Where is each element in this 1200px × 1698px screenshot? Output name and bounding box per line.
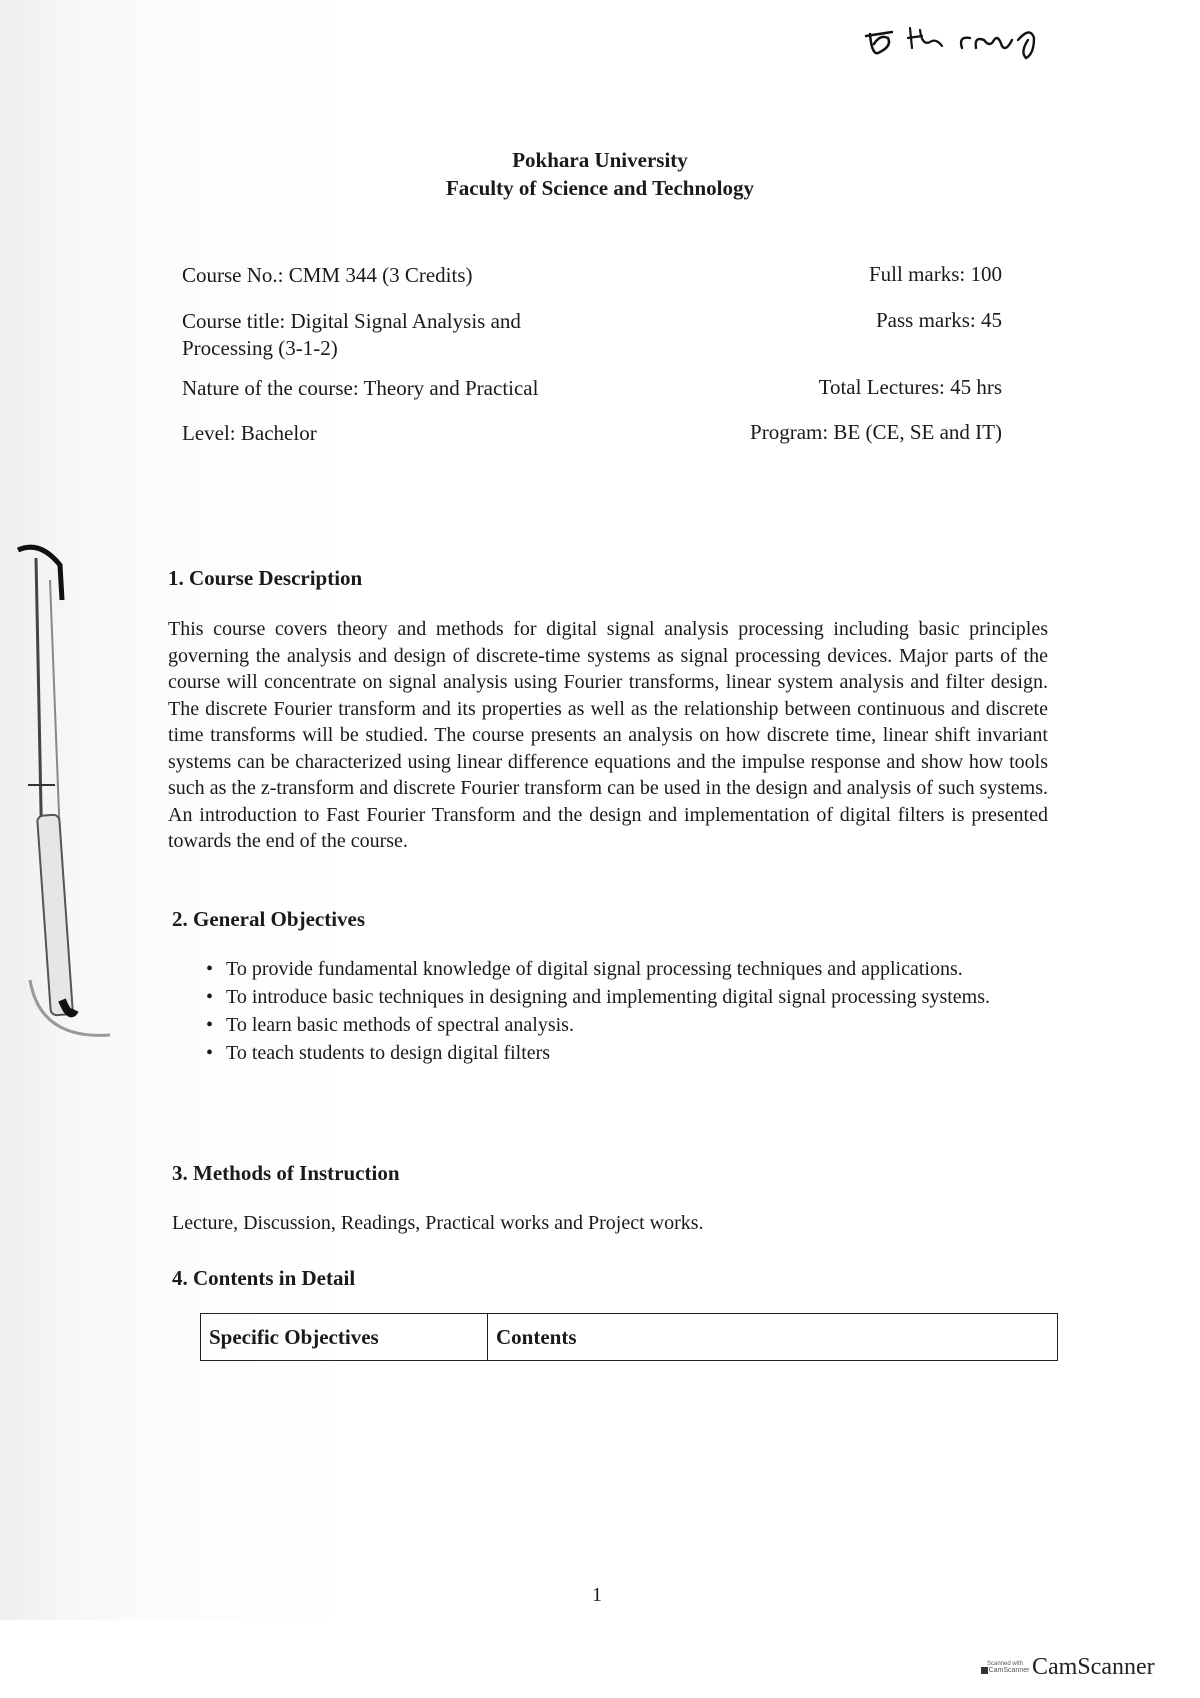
watermark-label: CamScanner [1032,1653,1155,1680]
contents-heading: 4. Contents in Detail [172,1266,356,1290]
faculty-name: Faculty of Science and Technology [445,176,755,200]
methods-text: Lecture, Discussion, Readings, Practical works and Project works. [172,1212,704,1234]
course-description-heading: 1. Course Description [168,566,363,590]
list-item: • To introduce basic techniques in designing and implementing digital signal processing systems. [204,983,1049,1011]
university-name: Pokhara University [512,148,688,172]
contents-table [200,1313,1058,1361]
column-header-contents: Contents [488,1314,1058,1361]
full-marks: Full marks: 100 [868,262,1002,286]
list-item: • To teach students to design digital filters [204,1039,1049,1067]
total-lectures: Total Lectures: 45 hrs [818,375,1002,399]
paper-clip-icon [0,540,120,1060]
course-level: Level: Bachelor [182,421,317,445]
handwritten-note [858,18,1058,66]
pass-marks: Pass marks: 45 [876,308,1002,332]
general-objectives-heading: 2. General Objectives [172,907,366,931]
list-item: • To provide fundamental knowledge of digital signal processing techniques and applications. [204,955,1049,983]
camscanner-logo-icon [982,1650,1028,1684]
course-number: Course No.: CMM 344 (3 Credits) [182,263,473,287]
program: Program: BE (CE, SE and IT) [750,420,1002,444]
watermark-small-text: Scanned with [986,1660,1024,1667]
course-title-line2: Processing (3-1-2) [182,336,338,360]
list-item: • To learn basic methods of spectral analysis. [204,1011,1049,1039]
methods-heading: 3. Methods of Instruction [172,1161,400,1185]
course-title-line1: Course title: Digital Signal Analysis and [182,309,521,333]
course-nature: Nature of the course: Theory and Practical [182,376,539,400]
camscanner-watermark [982,1649,1155,1685]
objectives-list [204,955,1049,1067]
watermark-logo-text: CamScanner [988,1666,1030,1674]
course-description-text: This course covers theory and methods for digital signal analysis processing including basic principles governing the analysis and design of discrete-time systems as signal processing devices. Major parts of the course will concentrate on signal analysis using Fourier transforms, linear system analysis and filter design. The discrete Fourier transform and its properties as well as the relationship between continuous and discrete time transforms will be studied. The course presents an analysis on how discrete time, linear shift invariant systems can be characterized using linear difference equations and the impulse response and show how tools such as the z-transform and discrete Fourier transform can be used in the design and analysis of such systems. An introduction to Fast Fourier Transform and the design and implementation of digital filters is presented towards the end of the course. [168,618,1048,852]
column-header-specific-objectives: Specific Objectives [201,1314,488,1361]
table-header-row [201,1314,1058,1361]
page-number: 1 [592,1584,602,1606]
